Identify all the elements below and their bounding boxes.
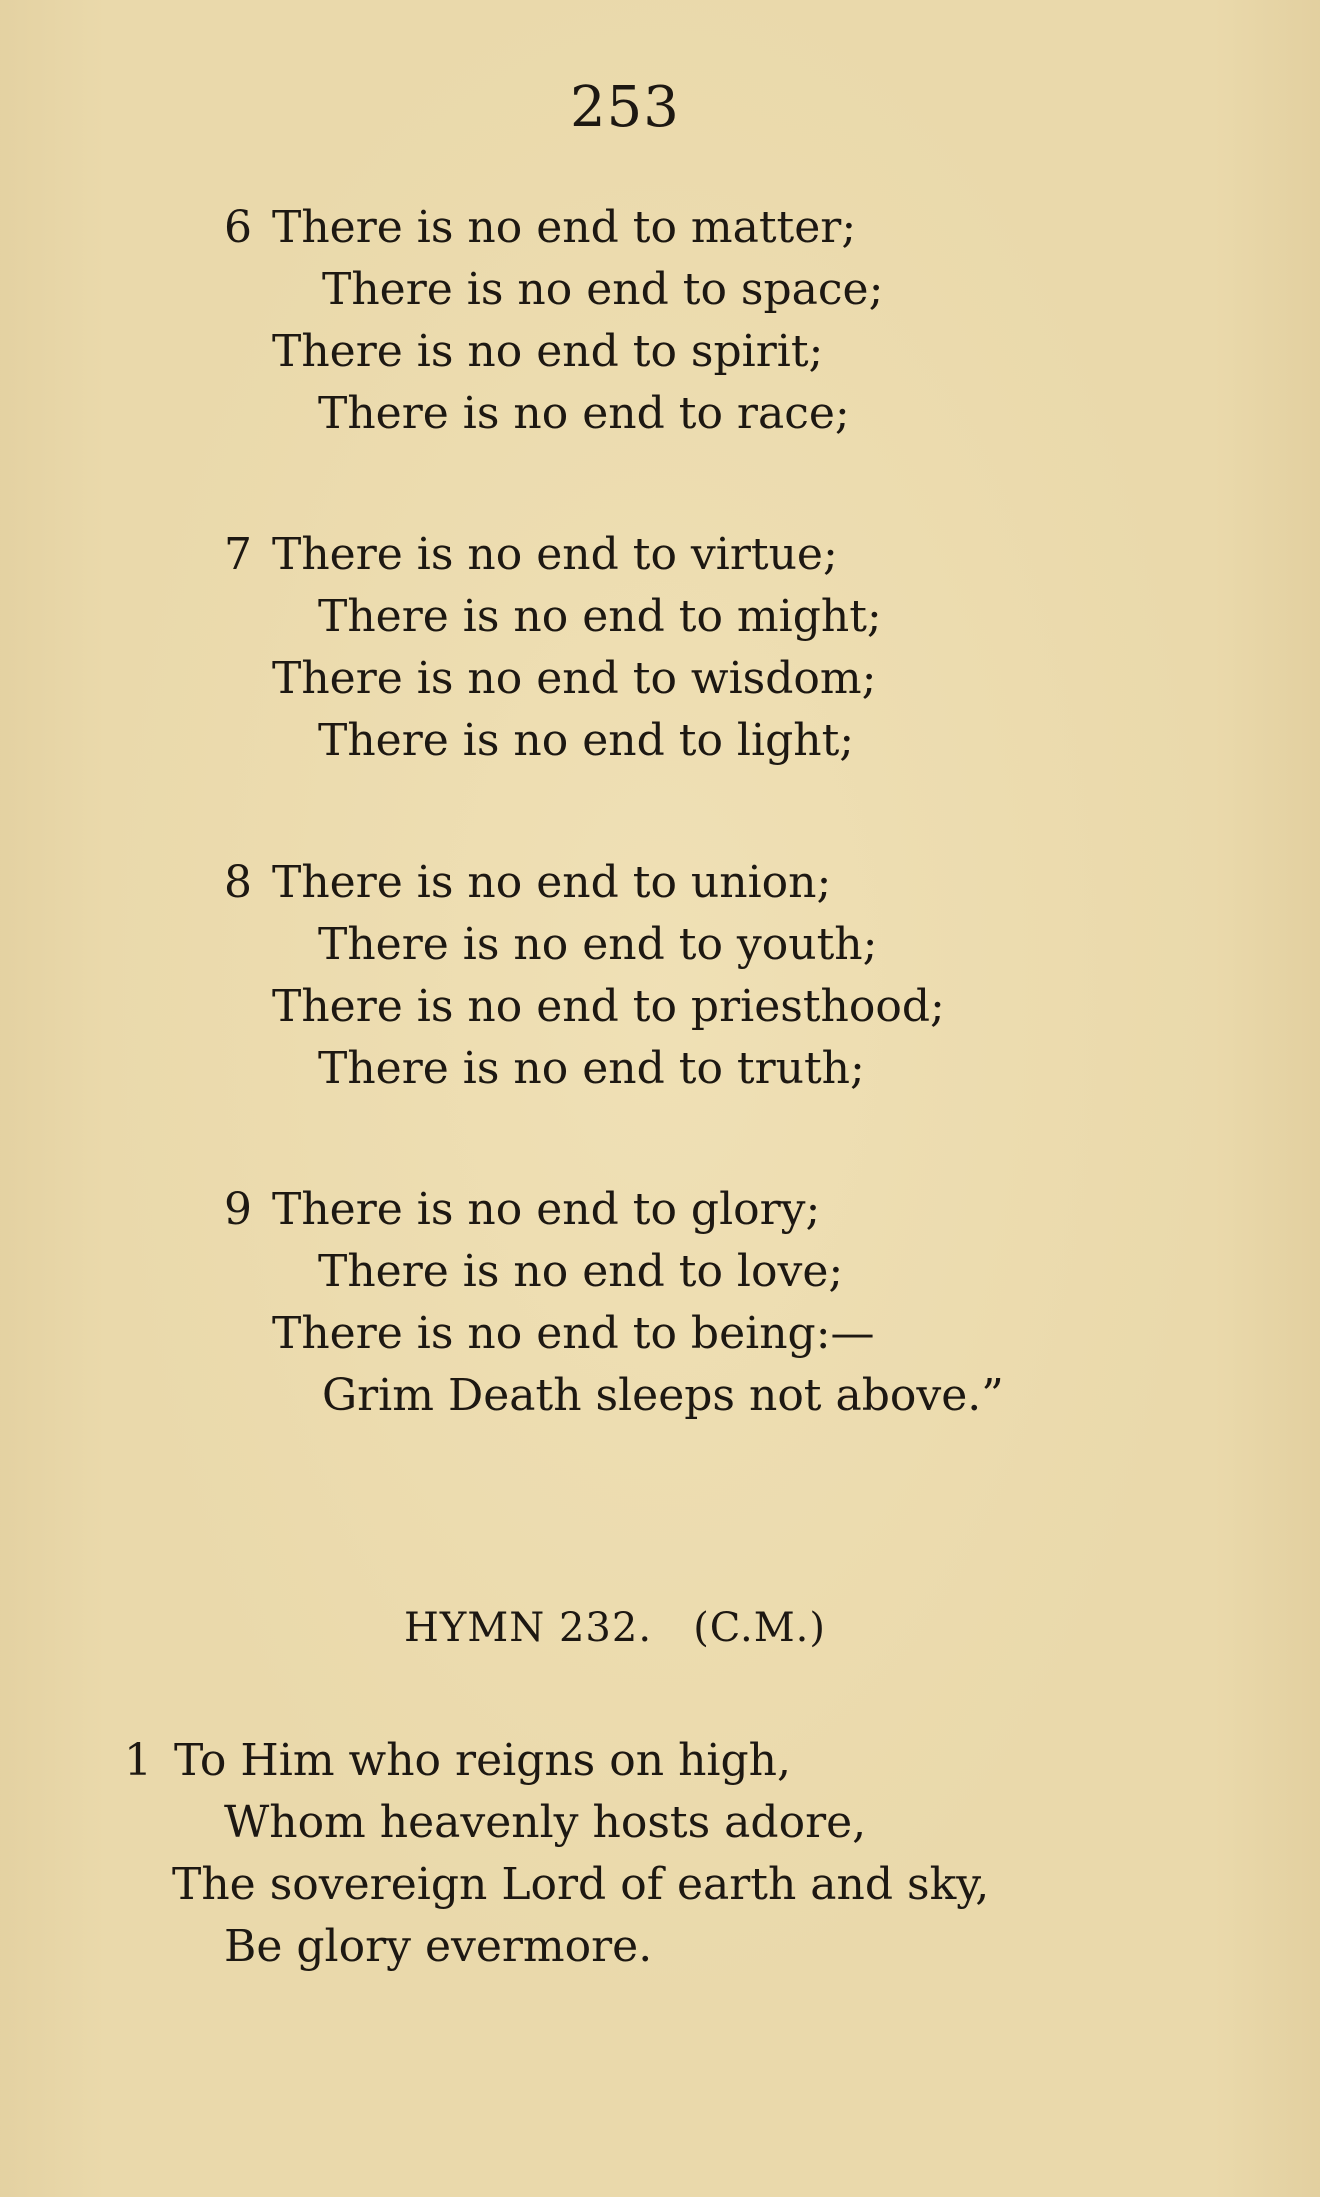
verse-number: 6 [224,202,252,253]
verse-line: There is no end to being:— [272,1308,875,1359]
verse-number: 7 [224,529,252,580]
verse-line: There is no end to truth; [318,1043,865,1094]
verse-line: There is no end to wisdom; [272,653,877,704]
verse-line: There is no end to space; [322,264,884,315]
verse-line: To Him who reigns on high, [174,1735,791,1786]
hymn-heading [0,1600,1230,1656]
verse-line: Whom heavenly hosts adore, [224,1797,867,1848]
verse-line: There is no end to love; [318,1246,844,1297]
verse-line: Grim Death sleeps not above.” [322,1370,1004,1421]
verse-line: There is no end to priesthood; [272,981,945,1032]
verse-line: Be glory evermore. [224,1921,653,1972]
verse-line: There is no end to light; [318,715,855,766]
verse-number: 8 [224,857,252,908]
hymn-meter: (C.M.) [693,1605,826,1651]
verse-line: There is no end to spirit; [272,326,824,377]
verse-line: There is no end to youth; [318,919,878,970]
verse-line: There is no end to glory; [272,1184,821,1235]
verse-line: There is no end to might; [318,591,882,642]
verse-line: There is no end to union; [272,857,832,908]
verse-line: The sovereign Lord of earth and sky, [172,1859,990,1910]
verse-line: There is no end to race; [318,388,850,439]
verse-number: 9 [224,1184,252,1235]
hymn-title: HYMN 232. [404,1605,653,1651]
verse-number: 1 [124,1735,152,1786]
page-number: 253 [570,75,680,140]
verse-line: There is no end to matter; [272,202,857,253]
verse-line: There is no end to virtue; [272,529,838,580]
